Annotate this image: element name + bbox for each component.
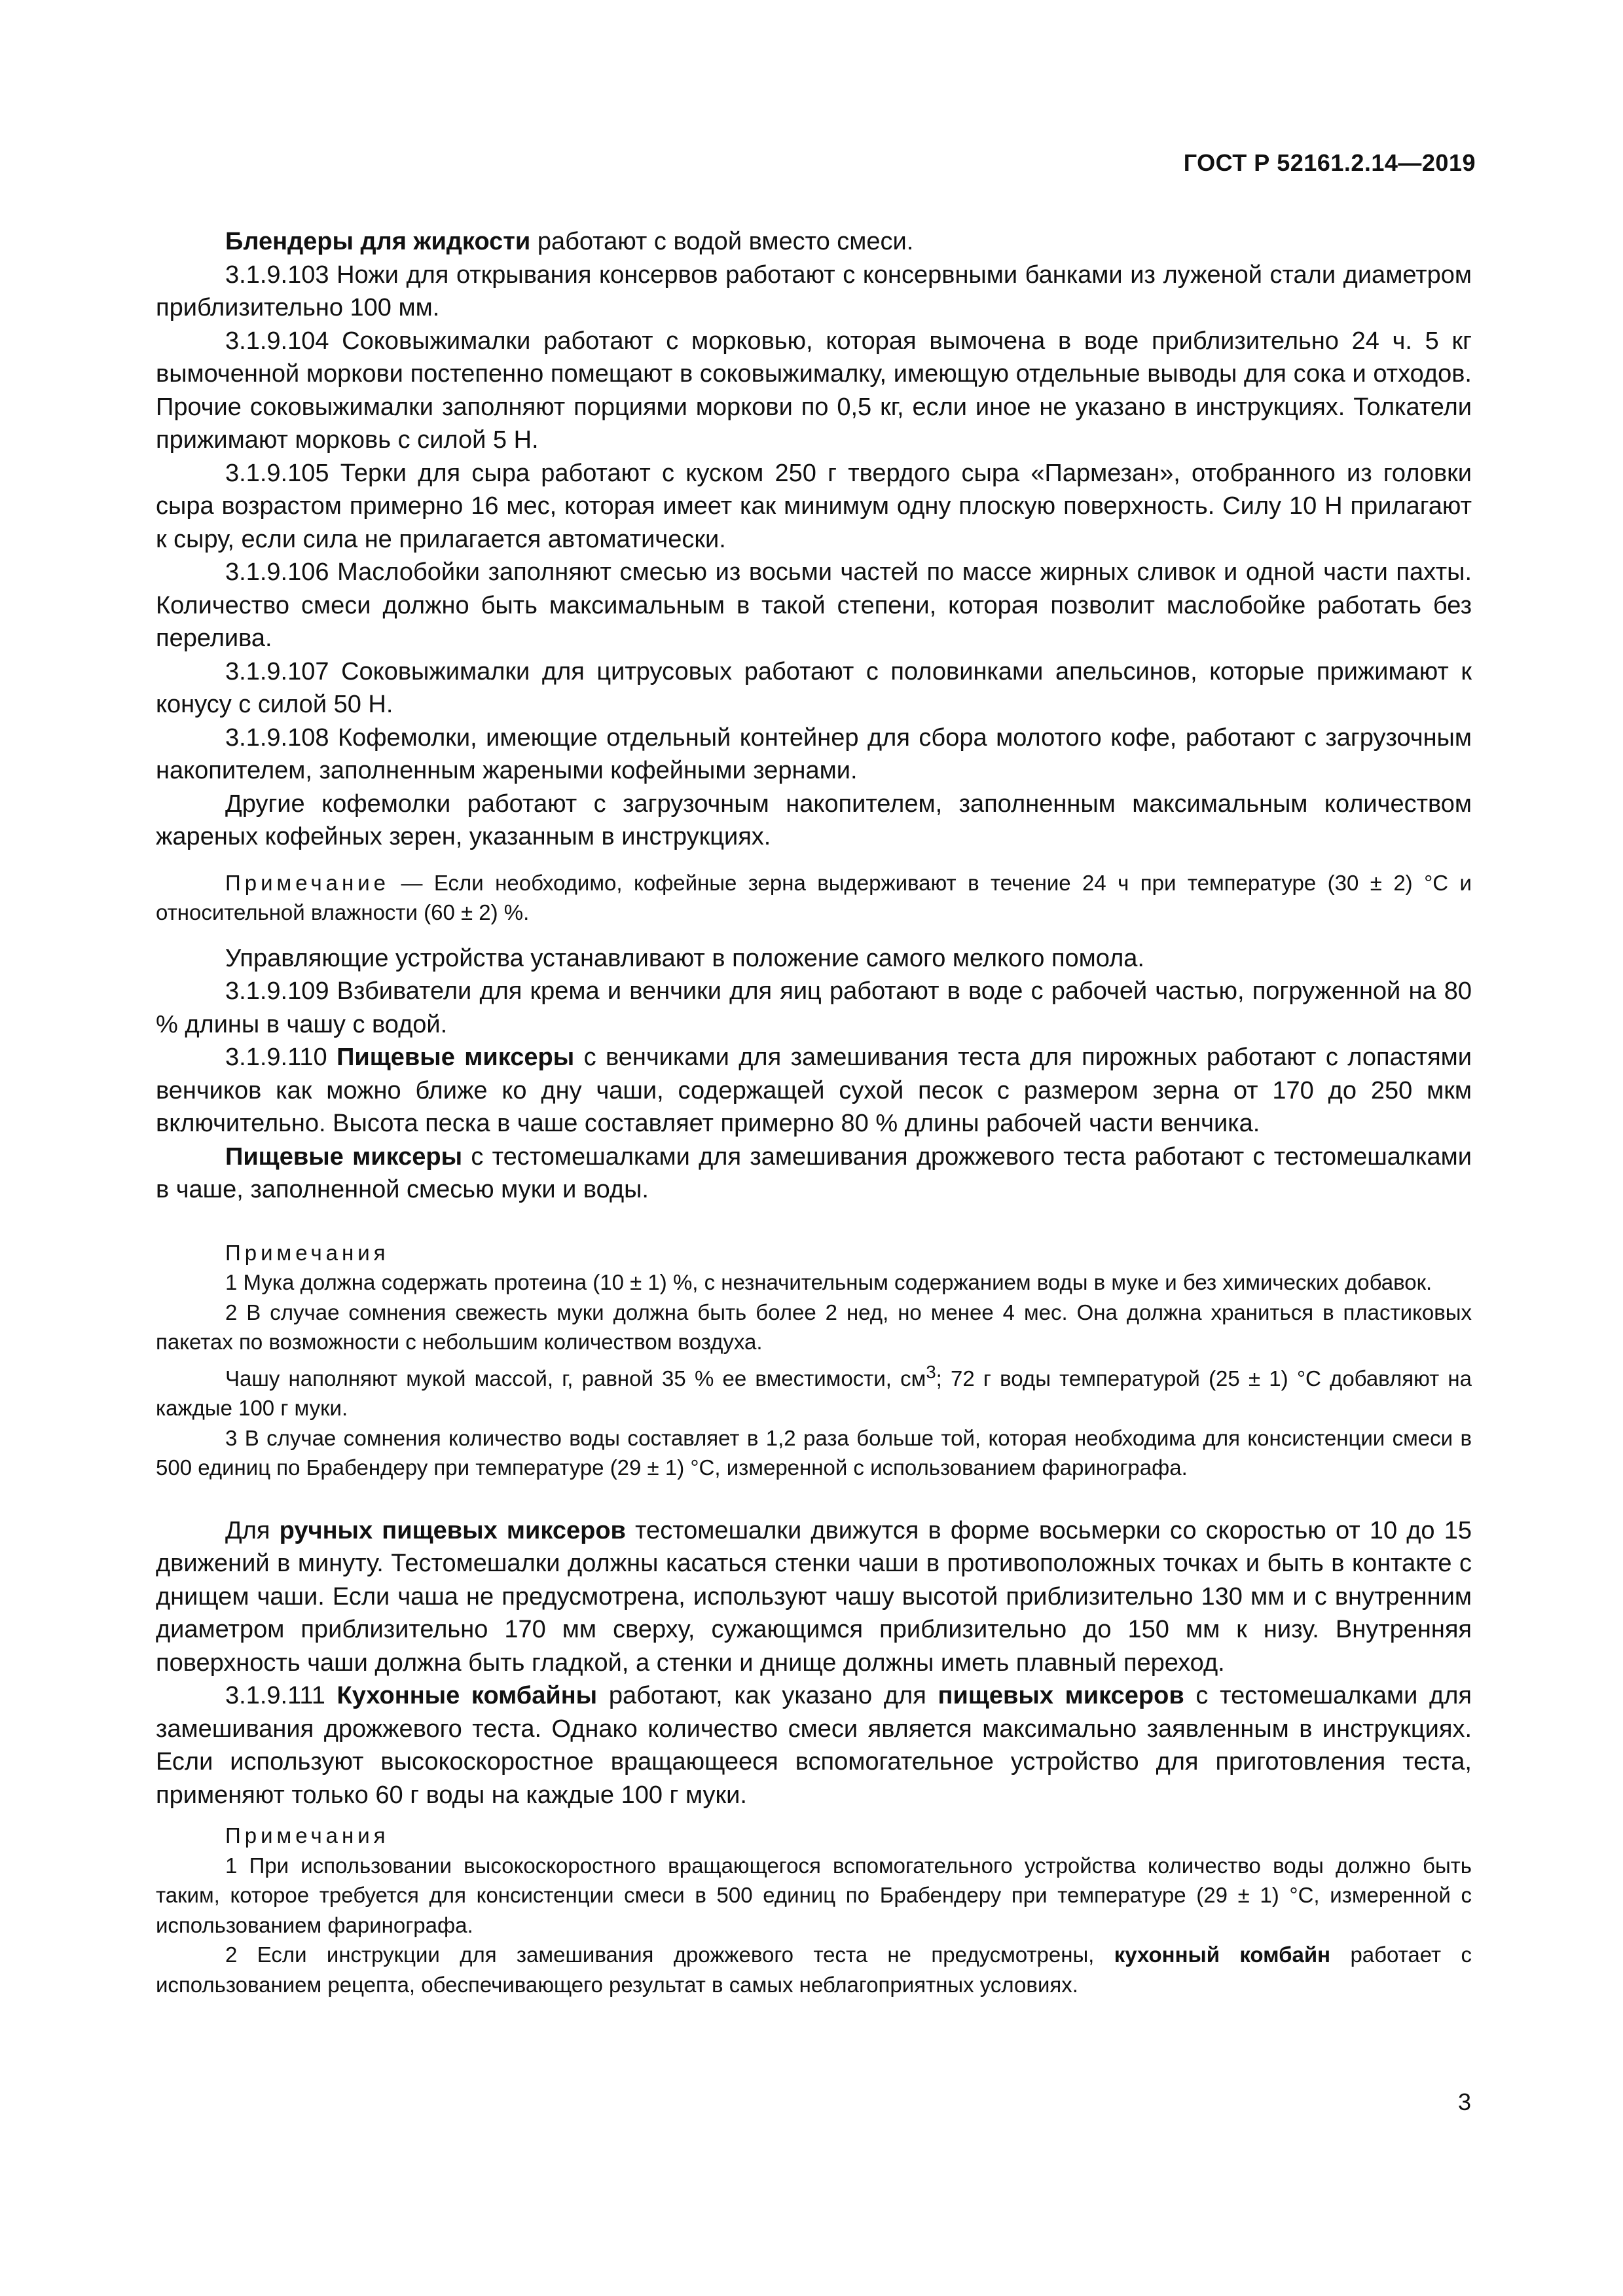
term-hand-mixers: ручных пищевых миксеров [279, 1516, 626, 1544]
text: работают с водой вместо смеси. [530, 228, 914, 255]
text: Для [225, 1516, 280, 1544]
term-liquid-blenders: Блендеры для жидкости [225, 228, 531, 255]
paragraph-liquid-blenders [156, 225, 1472, 259]
clause-3-1-9-105: 3.1.9.105 Терки для сыра работают с куском 250 г твердого сыра «Пармезан», отобранного из головки сыра возрастом примерно 16 мес, которая имеет как минимум одну плоскую поверхность. Силу 10 Н прилагают к сыру, если сила не прилагается автоматически. [156, 459, 1472, 553]
note-2-recipe [156, 1940, 1472, 1999]
text: ; 72 г воды температурой (25 ± 1) °С добавляют на каждые 100 г муки. [156, 1366, 1472, 1420]
note-coffee-beans [156, 868, 1472, 928]
text: 3.1.9.111 [225, 1682, 337, 1709]
text: с тестомешалками для замешивания дрожжевого теста работают с тестомешалками в чаше, заполненной смесью муки и воды. [156, 1142, 1472, 1203]
text: работает с использованием рецепта, обеспечивающего результат в самых неблагоприятных условиях. [156, 1942, 1472, 1997]
document-header: ГОСТ Р 52161.2.14—2019 [1183, 149, 1476, 176]
document-body [156, 225, 1472, 1999]
paragraph-food-mixers-dough [156, 1140, 1472, 1207]
term-food-mixers: Пищевые миксеры [225, 1142, 463, 1171]
note-3-water: 3 В случае сомнения количество воды составляет в 1,2 раза больше той, которая необходима для консистенции смеси в 500 единиц по Брабендеру при температуре (29 ± 1) °С, измеренной с использованием фаринографа. [156, 1425, 1472, 1480]
paragraph-hand-mixers [156, 1514, 1472, 1680]
text: тестомешалки движутся в форме восьмерки со скоростью от 10 до 15 движений в минуту. Тестомешалки должны касаться стенки чаши в противоположных точках и быть в контакте с днищем чаши. Если чаша не предусмотрена, используют чашу высотой приблизительно 130 мм и с внутренним диаметром приблизительно 170 мм сверху, сужающимся приблизительно до 150 мм к низу. Внутренняя поверхность чаши должна быть гладкой, а стенки и днище должны иметь плавный переход. [156, 1516, 1472, 1677]
term-food-processor: кухонный комбайн [1114, 1942, 1331, 1967]
clause-3-1-9-107: 3.1.9.107 Соковыжималки для цитрусовых работают с половинками апельсинов, которые прижимают к конусу с силой 50 Н. [156, 657, 1472, 718]
paragraph-controls: Управляющие устройства устанавливают в положение самого мелкого помола. [225, 944, 1144, 972]
note-bowl-fill [156, 1357, 1472, 1423]
text: Чашу наполняют мукой массой, г, равной 35 % ее вместимости, см [225, 1366, 926, 1391]
notes-title-2 [156, 1821, 1472, 1851]
page-number: 3 [1457, 2088, 1471, 2115]
text: Примечания [225, 1240, 390, 1265]
note-2-freshness: 2 В случае сомнения свежесть муки должна быть более 2 нед, но менее 4 мес. Она должна храниться в пластиковых пакетах по возможности с небольшим количеством воздуха. [156, 1300, 1472, 1354]
clause-3-1-9-103: 3.1.9.103 Ножи для открывания консервов работают с консервными банками из луженой стали диаметром приблизительно 100 мм. [156, 261, 1472, 321]
text: — Если необходимо, кофейные зерна выдерживают в течение 24 ч при температуре (30 ± 2) °С и относительной влажности (60 ± 2) %. [156, 870, 1472, 924]
text: работают, как указано для [597, 1682, 938, 1709]
text: с венчиками для замешивания теста для пирожных работают с лопастями венчиков как можно ближе ко дну чаши, содержащей сухой песок с размером зерна от 170 до 250 мкм включительно. Высота песка в чаше составляет примерно 80 % длины рабочей части венчика. [156, 1044, 1472, 1137]
text: 2 Если инструкции для замешивания дрожжевого теста не предусмотрены, [225, 1942, 1114, 1967]
text: Примечания [225, 1823, 390, 1848]
term-food-mixers: Пищевые миксеры [337, 1044, 575, 1071]
note-label: Примечание [225, 870, 390, 895]
clause-3-1-9-104: 3.1.9.104 Соковыжималки работают с морковью, которая вымочена в воде приблизительно 24 ч. 5 кг вымоченной моркови постепенно помещают в соковыжималку, имеющую отдельные выводы для сока и отходов. Прочие соковыжималки заполняют порциями моркови по 0,5 кг, если иное не указано в инструкциях. Толкатели прижимают морковь с силой 5 Н. [156, 327, 1472, 454]
clause-3-1-9-111 [156, 1679, 1472, 1812]
term-food-processors: Кухонные комбайны [337, 1682, 598, 1709]
text: 3.1.9.110 [225, 1044, 337, 1071]
note-1-high-speed: 1 При использовании высокоскоростного вращающегося вспомогательного устройства количество воды должно быть таким, которое требуется для консистенции смеси в 500 единиц по Брабендеру при температуре (29 ± 1) °С, измеренной с использованием фаринографа. [156, 1853, 1472, 1937]
text: 3 [926, 1361, 936, 1382]
text: с тестомешалками для замешивания дрожжевого теста. Однако количество смеси является максимально заявленным в инструкциях. Если используют высокоскоростное вращающееся вспомогательное устройство для приготовления теста, применяют только 60 г воды на каждые 100 г муки. [156, 1682, 1472, 1809]
clause-3-1-9-106: 3.1.9.106 Маслобойки заполняют смесью из восьми частей по массе жирных сливок и одной части пахты. Количество смеси должно быть максимальным в такой степени, которая позволит маслобойке работать без перелива. [156, 558, 1472, 652]
clause-3-1-9-108: 3.1.9.108 Кофемолки, имеющие отдельный контейнер для сбора молотого кофе, работают с загрузочным накопителем, заполненным жареными кофейными зернами. [156, 723, 1472, 784]
term-food-mixers: пищевых миксеров [938, 1682, 1184, 1709]
clause-3-1-9-110 [156, 1041, 1472, 1140]
notes-title [156, 1238, 1472, 1268]
note-1-flour: 1 Мука должна содержать протеина (10 ± 1) %, с незначительным содержанием воды в муке и без химических добавок. [225, 1270, 1432, 1294]
clause-3-1-9-109: 3.1.9.109 Взбиватели для крема и венчики для яиц работают в воде с рабочей частью, погруженной на 80 % длины в чашу с водой. [156, 977, 1472, 1038]
paragraph-other-grinders: Другие кофемолки работают с загрузочным накопителем, заполненным максимальным количеством жареных кофейных зерен, указанным в инструкциях. [156, 790, 1472, 850]
